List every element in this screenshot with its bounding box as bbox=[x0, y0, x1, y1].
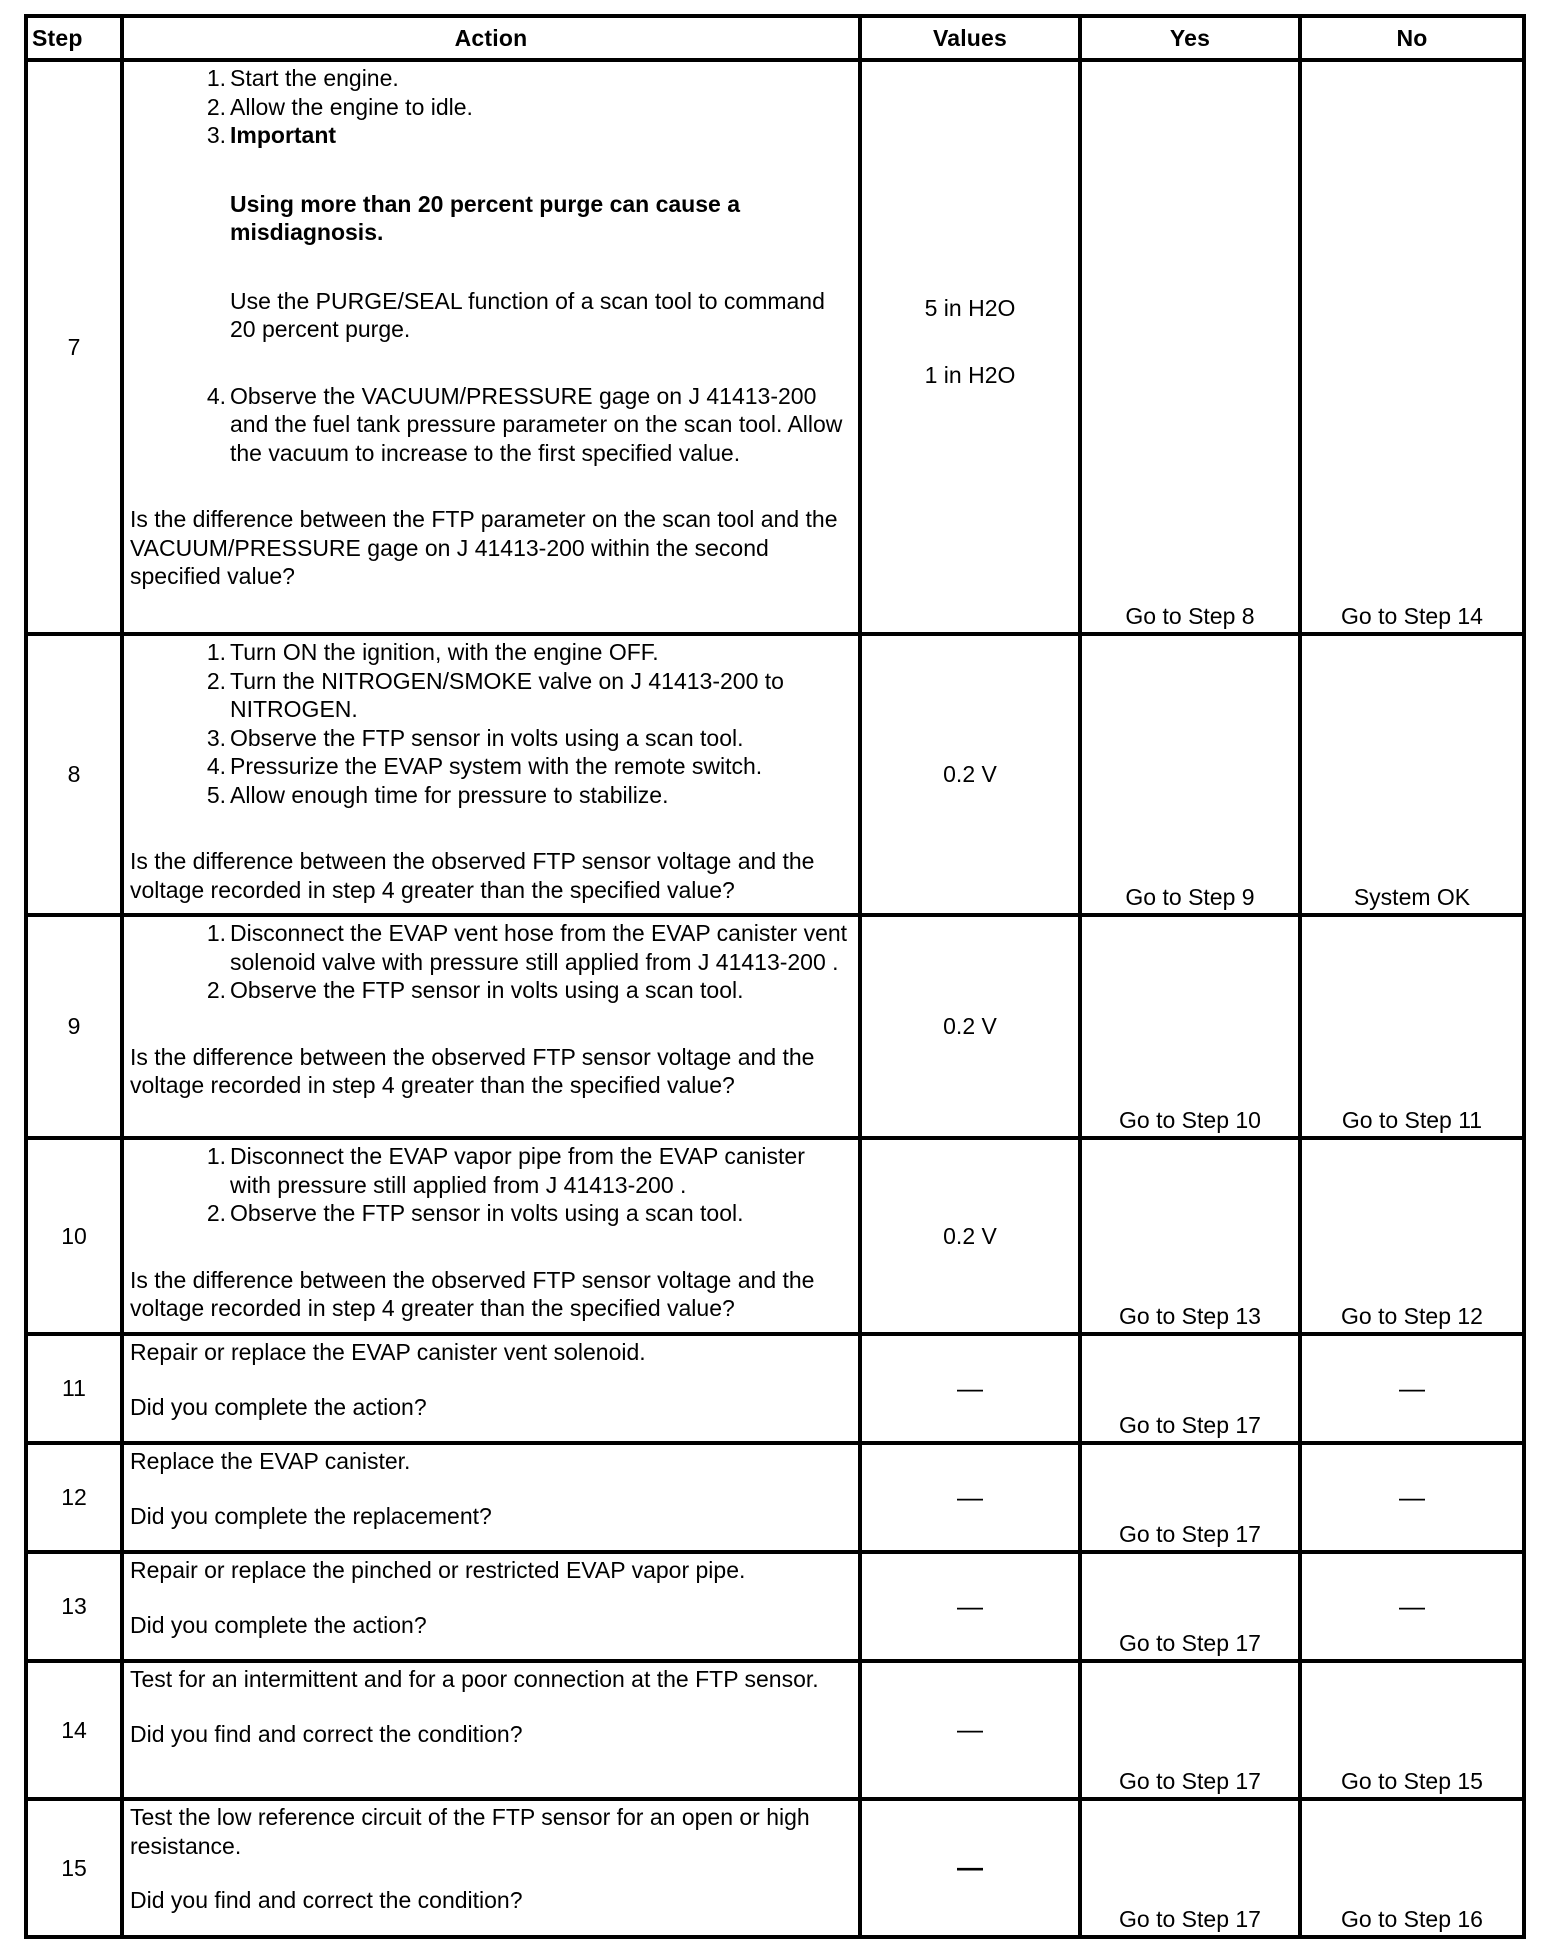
action-text: Repair or replace the pinched or restricted EVAP vapor pipe. bbox=[130, 1557, 746, 1583]
value-text: 0.2 V bbox=[943, 1222, 997, 1249]
values-cell bbox=[860, 1443, 1080, 1552]
question-text: Did you find and correct the condition? bbox=[130, 1720, 523, 1747]
question-text: Is the difference between the observed FTP sensor voltage and the voltage recorded in step 4 greater than the specified value? bbox=[130, 1043, 815, 1098]
action-text: Replace the EVAP canister. bbox=[130, 1448, 411, 1474]
no-cell: — bbox=[1300, 1334, 1524, 1443]
action-cell bbox=[122, 60, 860, 634]
step-number: 14 bbox=[26, 1661, 122, 1799]
value-text: — bbox=[957, 1372, 983, 1403]
no-cell: Go to Step 15 bbox=[1300, 1661, 1524, 1799]
no-cell: Go to Step 16 bbox=[1300, 1799, 1524, 1937]
value-text: — bbox=[957, 1590, 983, 1621]
question-text: Is the difference between the observed FTP sensor voltage and the voltage recorded in step 4 greater than the specified value? bbox=[130, 848, 815, 903]
header-yes: Yes bbox=[1080, 16, 1300, 60]
no-cell: Go to Step 12 bbox=[1300, 1138, 1524, 1334]
action-cell bbox=[122, 634, 860, 915]
question-text: Did you complete the replacement? bbox=[130, 1502, 492, 1529]
step-number: 15 bbox=[26, 1799, 122, 1937]
value-text: — bbox=[957, 1714, 983, 1745]
yes-cell: Go to Step 17 bbox=[1080, 1443, 1300, 1552]
header-action: Action bbox=[122, 16, 860, 60]
table-row bbox=[26, 1443, 1524, 1552]
yes-cell: Go to Step 17 bbox=[1080, 1334, 1300, 1443]
header-step: Step bbox=[26, 16, 122, 60]
step-number: 8 bbox=[26, 634, 122, 915]
values-cell bbox=[860, 1661, 1080, 1799]
list-item: 1. Disconnect the EVAP vent hose from the EVAP canister vent solenoid valve with pressure still applied from J 41413-200 . bbox=[206, 920, 848, 975]
list-item: 3. Observe the FTP sensor in volts using a scan tool. bbox=[206, 724, 744, 751]
step-number: 12 bbox=[26, 1443, 122, 1552]
list-item: 2. Allow the engine to idle. bbox=[206, 93, 473, 120]
list-item: 2. Turn the NITROGEN/SMOKE valve on J 41413-200 to NITROGEN. bbox=[206, 667, 784, 722]
table-row bbox=[26, 60, 1524, 634]
important-label: Important bbox=[230, 122, 337, 148]
yes-cell: Go to Step 10 bbox=[1080, 915, 1300, 1138]
action-cell bbox=[122, 1799, 860, 1937]
action-text: Test the low reference circuit of the FTP sensor for an open or high resistance. bbox=[130, 1804, 810, 1859]
list-item: 3. Important Using more than 20 percent purge can cause a misdiagnosis. Use the PURGE/SEAL function of a scan tool to command 20 percent purge. bbox=[130, 121, 852, 382]
no-cell: Go to Step 11 bbox=[1300, 915, 1524, 1138]
value-text: 1 in H2O bbox=[924, 361, 1016, 388]
no-cell: Go to Step 14 bbox=[1300, 60, 1524, 634]
table-row bbox=[26, 634, 1524, 915]
yes-cell: Go to Step 17 bbox=[1080, 1799, 1300, 1937]
warning-text: Using more than 20 percent purge can cause a misdiagnosis. bbox=[230, 190, 740, 245]
yes-cell: Go to Step 17 bbox=[1080, 1661, 1300, 1799]
question-text: Did you complete the action? bbox=[130, 1611, 427, 1638]
values-cell bbox=[860, 915, 1080, 1138]
value-text: — bbox=[957, 1481, 983, 1512]
list-item: 2. Observe the FTP sensor in volts using a scan tool. bbox=[206, 977, 744, 1003]
action-cell bbox=[122, 1334, 860, 1443]
table-row bbox=[26, 1138, 1524, 1334]
list-item: 4. Observe the VACUUM/PRESSURE gage on J 41413-200 and the fuel tank pressure parameter on the scan tool. Allow the vacuum to increase to the first specified value. bbox=[206, 382, 843, 466]
value-text: 5 in H2O bbox=[924, 295, 1016, 321]
value-text: 0.2 V bbox=[943, 1013, 997, 1040]
header-row bbox=[26, 16, 1524, 60]
values-cell bbox=[860, 634, 1080, 915]
table-row bbox=[26, 1661, 1524, 1799]
question-text: Is the difference between the observed FTP sensor voltage and the voltage recorded in step 4 greater than the specified value? bbox=[130, 1266, 815, 1321]
step-number: 13 bbox=[26, 1552, 122, 1661]
step-number: 9 bbox=[26, 915, 122, 1138]
table-row bbox=[26, 1799, 1524, 1937]
list-item: 1. Start the engine. bbox=[206, 65, 399, 91]
table-row bbox=[26, 1334, 1524, 1443]
no-cell: — bbox=[1300, 1443, 1524, 1552]
action-cell bbox=[122, 1661, 860, 1799]
value-text: 0.2 V bbox=[943, 761, 997, 788]
yes-cell: Go to Step 17 bbox=[1080, 1552, 1300, 1661]
values-cell bbox=[860, 1334, 1080, 1443]
list-item: 4. Pressurize the EVAP system with the remote switch. bbox=[206, 753, 763, 779]
action-text: Test for an intermittent and for a poor connection at the FTP sensor. bbox=[130, 1666, 819, 1692]
question-text: Did you complete the action? bbox=[130, 1393, 427, 1420]
values-cell bbox=[860, 1799, 1080, 1937]
yes-cell: Go to Step 8 bbox=[1080, 60, 1300, 634]
header-values: Values bbox=[860, 16, 1080, 60]
values-cell bbox=[860, 1552, 1080, 1661]
table-row bbox=[26, 1552, 1524, 1661]
list-item: 2. Observe the FTP sensor in volts using a scan tool. bbox=[206, 1200, 744, 1226]
no-cell: System OK bbox=[1300, 634, 1524, 915]
diagnostic-table bbox=[24, 14, 1526, 1939]
step-number: 10 bbox=[26, 1138, 122, 1334]
value-text: — bbox=[957, 1852, 983, 1883]
header-no: No bbox=[1300, 16, 1524, 60]
values-cell bbox=[860, 60, 1080, 634]
question-text: Is the difference between the FTP parameter on the scan tool and the VACUUM/PRESSURE gage on J 41413-200 within the second specified value? bbox=[130, 506, 838, 589]
step-number: 7 bbox=[26, 60, 122, 634]
action-cell bbox=[122, 1552, 860, 1661]
values-cell bbox=[860, 1138, 1080, 1334]
table-row bbox=[26, 915, 1524, 1138]
question-text: Did you find and correct the condition? bbox=[130, 1887, 523, 1913]
step-number: 11 bbox=[26, 1334, 122, 1443]
list-item: 1. Disconnect the EVAP vapor pipe from the EVAP canister with pressure still applied from J 41413-200 . bbox=[206, 1143, 805, 1198]
action-text: Repair or replace the EVAP canister vent solenoid. bbox=[130, 1339, 646, 1365]
no-cell: — bbox=[1300, 1552, 1524, 1661]
yes-cell: Go to Step 13 bbox=[1080, 1138, 1300, 1334]
list-item: 5. Allow enough time for pressure to stabilize. bbox=[206, 781, 669, 808]
action-cell bbox=[122, 915, 860, 1138]
action-cell bbox=[122, 1443, 860, 1552]
action-cell bbox=[122, 1138, 860, 1334]
yes-cell: Go to Step 9 bbox=[1080, 634, 1300, 915]
list-item: 1. Turn ON the ignition, with the engine OFF. bbox=[206, 639, 659, 665]
